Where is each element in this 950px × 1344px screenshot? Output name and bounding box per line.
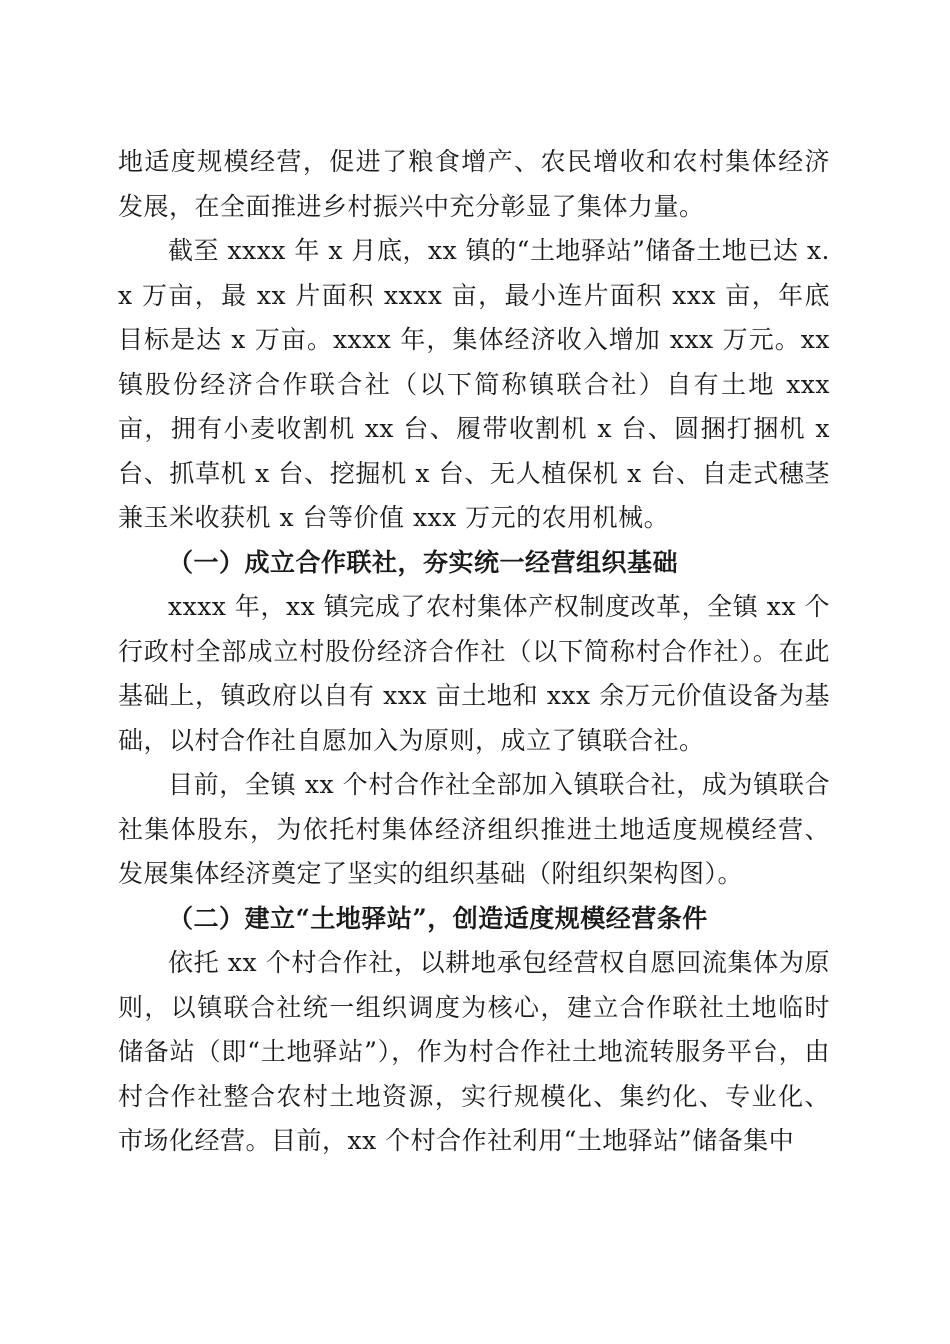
document-body: [118, 140, 830, 1164]
paragraph-land-station-setup: 依托 xx 个村合作社，以耕地承包经营权自愿回流集体为原则，以镇联合社统一组织调度为核心，建立合作联社土地临时储备站（即“土地驿站”），作为村合作社土地流转服务平台，由村合作社整合农村土地资源，实行规模化、集约化、专业化、市场化经营。目前，xx 个村合作社利用“土地驿站”储备集中: [118, 948, 830, 1155]
paragraph-continuation: 地适度规模经营，促进了粮食增产、农民增收和农村集体经济发展，在全面推进乡村振兴中充分彰显了集体力量。: [118, 147, 830, 221]
paragraph-land-station-stats: 截至 xxxx 年 x 月底，xx 镇的“土地驿站”储备土地已达 x. x 万亩，最 xx 片面积 xxxx 亩，最小连片面积 xxx 亩，年底目标是达 x 万亩。xxxx 年，集体经济收入增加 xxx 万元。xx 镇股份经济合作联合社（以下简称镇联合社）自有土地 xxx 亩，拥有小麦收割机 xx 台、履带收割机 x 台、圆捆打捆机 x 台、抓草机 x 台、挖掘机 x 台、无人植保机 x 台、自走式穗茎兼玉米收获机 x 台等价值 xxx 万元的农用机械。: [118, 236, 830, 532]
section-heading-1: （一）成立合作联社，夯实统一经营组织基础: [168, 547, 679, 577]
section-heading-2: （二）建立“土地驿站”，创造适度规模经营条件: [168, 903, 708, 933]
paragraph-cooperatives-joined: 目前，全镇 xx 个村合作社全部加入镇联合社，成为镇联合社集体股东，为依托村集体经济组织推进土地适度规模经营、发展集体经济奠定了坚实的组织基础（附组织架构图）。: [118, 770, 830, 888]
paragraph-property-reform: xxxx 年，xx 镇完成了农村集体产权制度改革，全镇 xx 个行政村全部成立村股份经济合作社（以下简称村合作社）。在此基础上，镇政府以自有 xxx 亩土地和 xxx 余万元价值设备为基础，以村合作社自愿加入为原则，成立了镇联合社。: [118, 592, 830, 755]
